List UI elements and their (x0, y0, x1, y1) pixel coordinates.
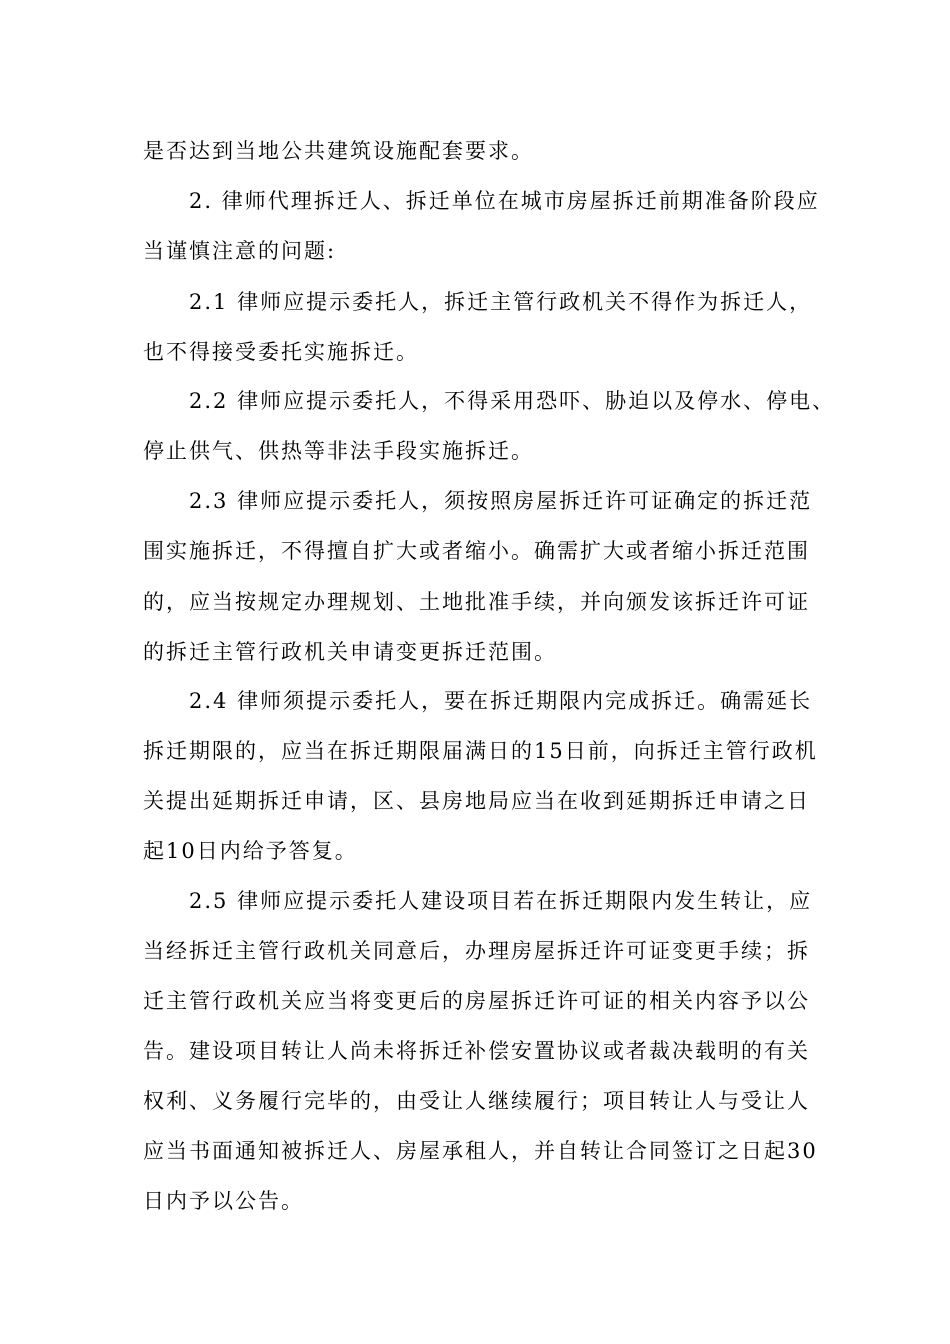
text-line: 围实施拆迁，不得擅自扩大或者缩小。确需扩大或者缩小拆迁范围 (143, 539, 810, 563)
text-line: 告。建设项目转让人尚未将拆迁补偿安置协议或者裁决载明的有关 (143, 1039, 810, 1063)
text-line: 也不得接受委托实施拆迁。 (143, 340, 419, 364)
text-line: 2.2 律师应提示委托人，不得采用恐吓、胁迫以及停水、停电、 (189, 389, 836, 413)
text-line: 的，应当按规定办理规划、土地批准手续，并向颁发该拆迁许可证 (143, 590, 810, 614)
text-line: 是否达到当地公共建筑设施配套要求。 (143, 139, 534, 163)
text-line: 拆迁期限的，应当在拆迁期限届满日的15日前，向拆迁主管行政机 (143, 739, 818, 763)
text-line: 的拆迁主管行政机关申请变更拆迁范围。 (143, 640, 557, 664)
text-line: 2.4 律师须提示委托人，要在拆迁期限内完成拆迁。确需延长 (189, 689, 813, 713)
text-line: 2. 律师代理拆迁人、拆迁单位在城市房屋拆迁前期准备阶段应 (189, 189, 820, 213)
text-line: 2.1 律师应提示委托人，拆迁主管行政机关不得作为拆迁人， (189, 290, 813, 314)
text-line: 关提出延期拆迁申请，区、县房地局应当在收到延期拆迁申请之日 (143, 789, 810, 813)
text-line: 2.5 律师应提示委托人建设项目若在拆迁期限内发生转让，应 (189, 889, 813, 913)
text-line: 日内予以公告。 (143, 1189, 304, 1213)
text-line: 起10日内给予答复。 (143, 839, 358, 863)
text-line: 2.3 律师应提示委托人，须按照房屋拆迁许可证确定的拆迁范 (189, 489, 813, 513)
text-line: 当谨慎注意的问题: (143, 239, 337, 263)
text-line: 应当书面通知被拆迁人、房屋承租人，并自转让合同签订之日起30 (143, 1139, 818, 1163)
text-line: 停止供气、供热等非法手段实施拆迁。 (143, 439, 534, 463)
text-line: 迁主管行政机关应当将变更后的房屋拆迁许可证的相关内容予以公 (143, 989, 810, 1013)
text-line: 当经拆迁主管行政机关同意后，办理房屋拆迁许可证变更手续；拆 (143, 939, 810, 963)
text-line: 权利、义务履行完毕的，由受让人继续履行；项目转让人与受让人 (143, 1089, 810, 1113)
